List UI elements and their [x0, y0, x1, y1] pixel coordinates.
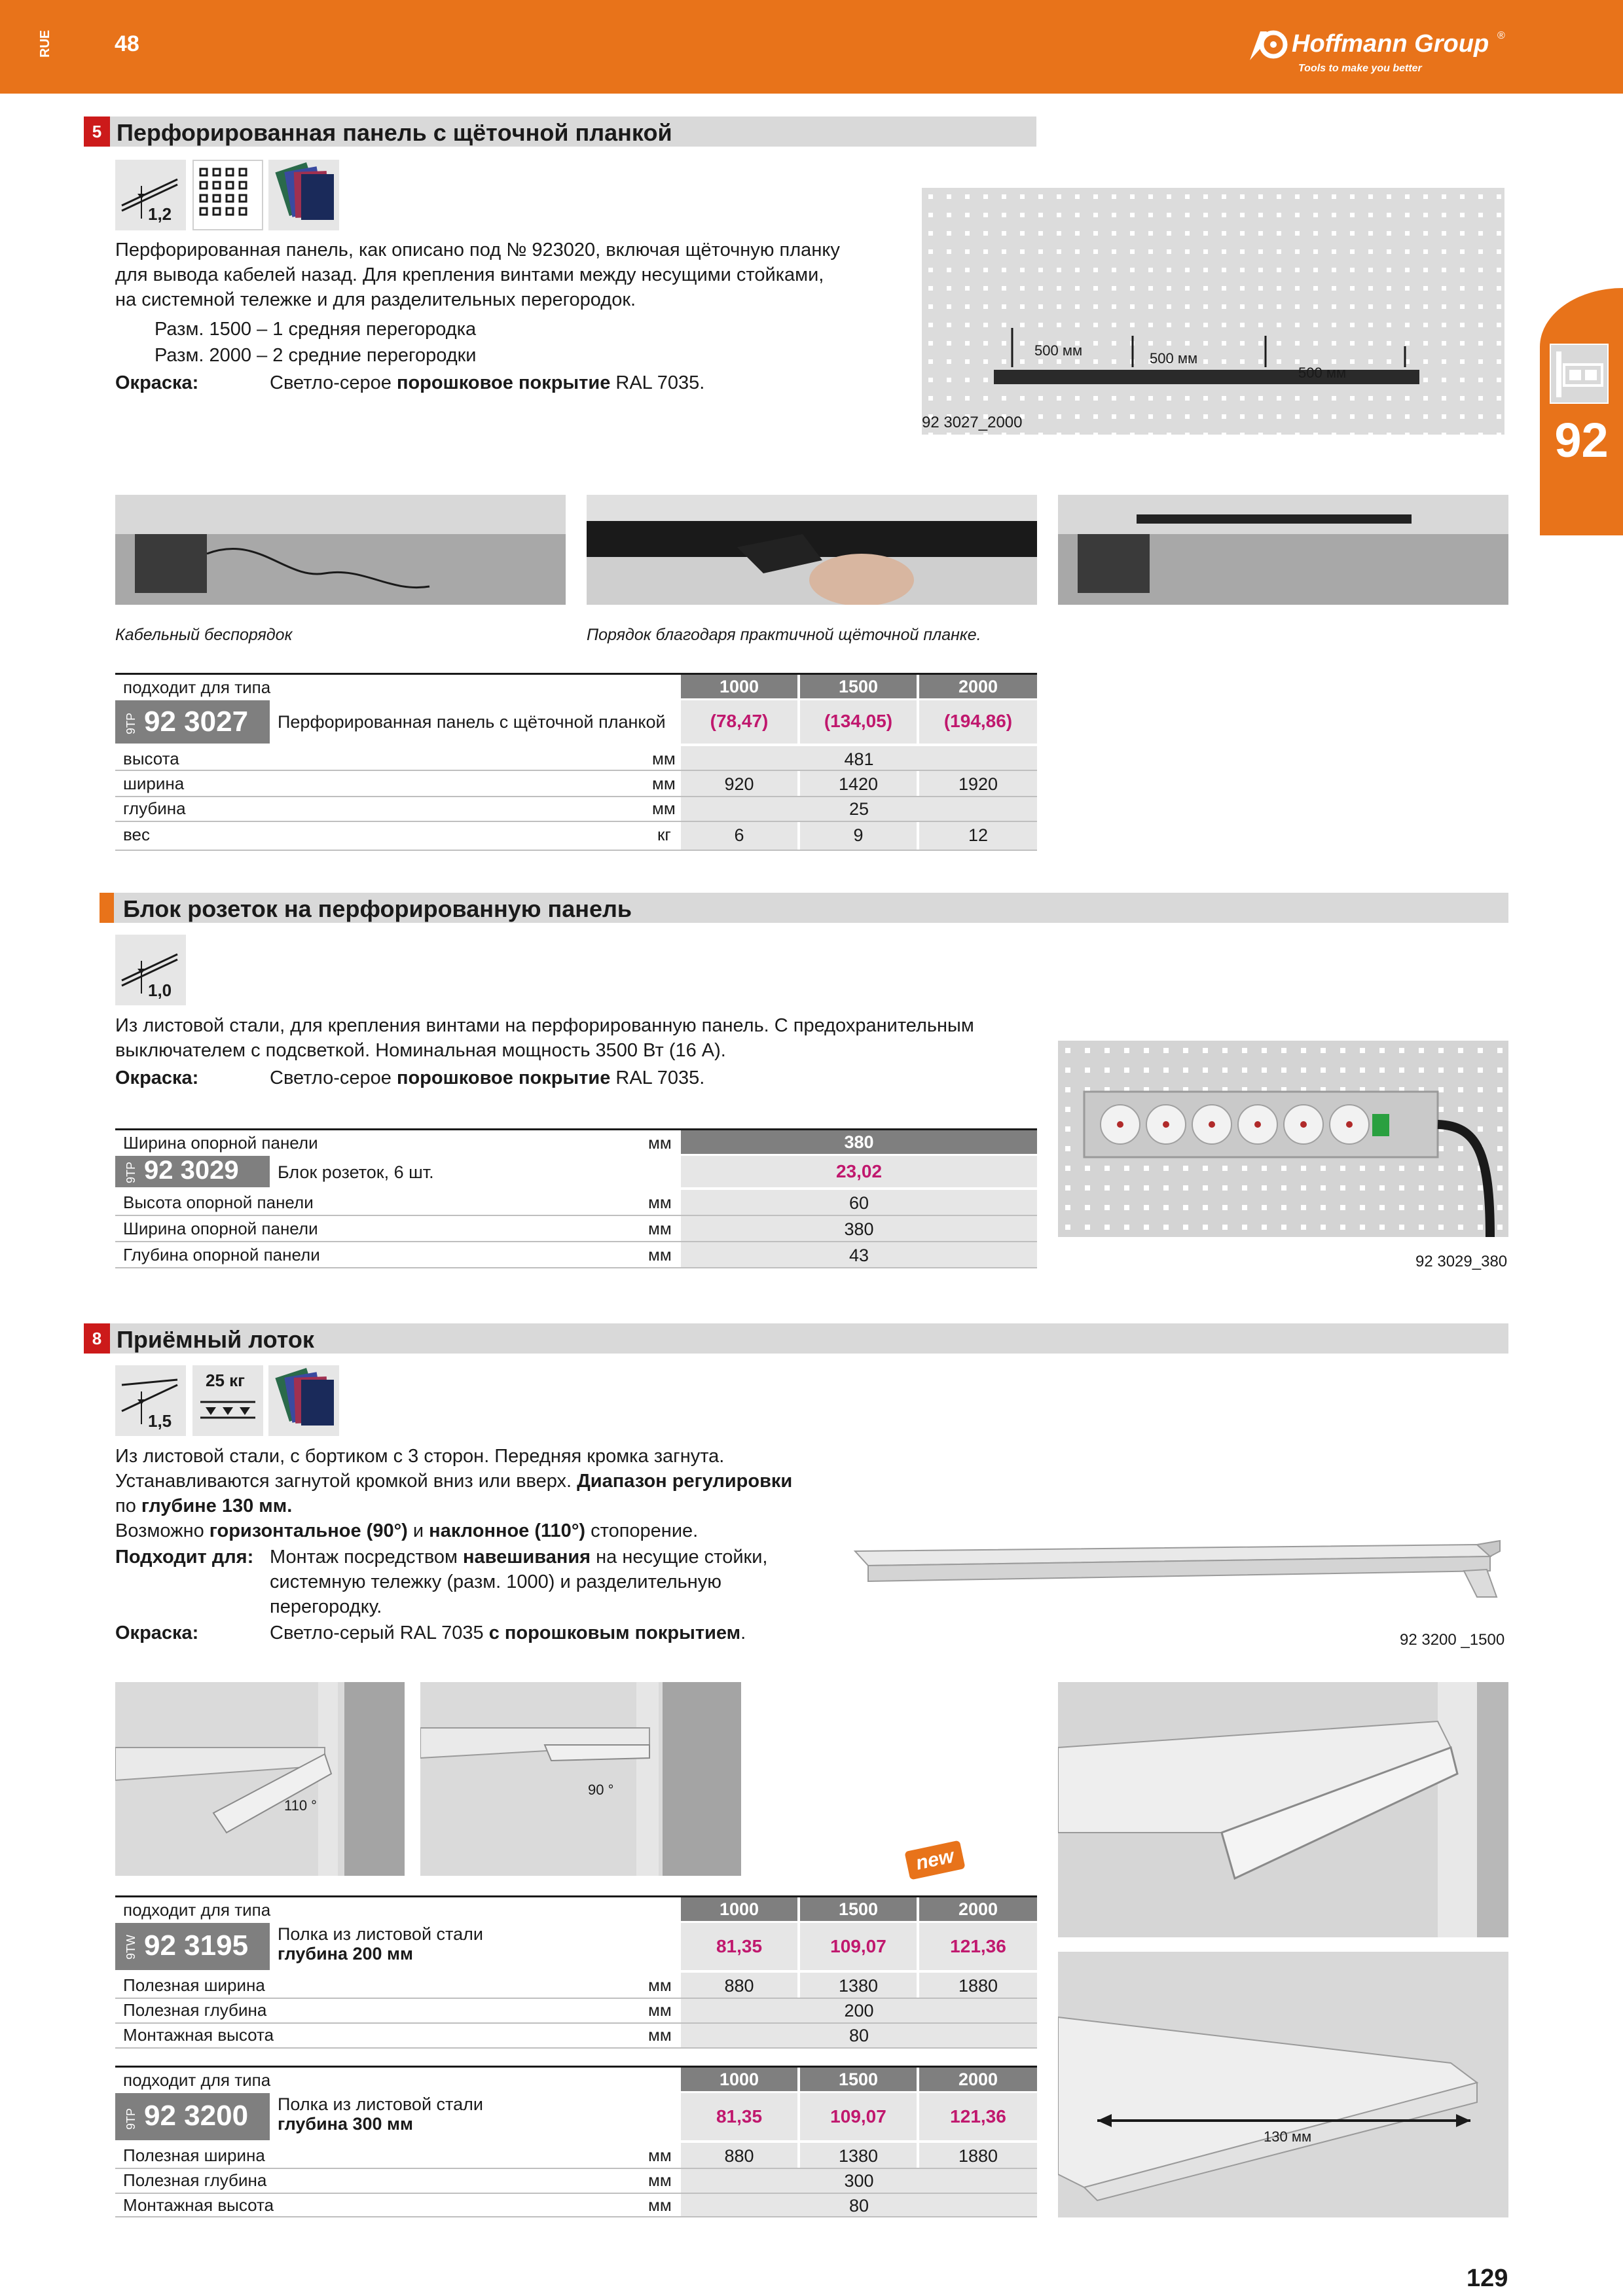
price-area [681, 700, 1037, 744]
color-swatches-icon [268, 1365, 339, 1436]
col-header: 1000 [681, 675, 797, 698]
spec-table-923027 [115, 673, 1037, 852]
paint-line [115, 1066, 705, 1090]
socket-block-image [1058, 1041, 1508, 1237]
spec-unit: мм [648, 1975, 672, 1995]
section-title: Перфорированная панель с щётoчной планкой [117, 119, 672, 146]
thickness-value: 1,5 [148, 1411, 172, 1431]
perforated-panel-image [922, 188, 1504, 435]
size-value: 1 средняя перегородка [272, 319, 477, 340]
shelf-mounted-photo [1058, 1682, 1508, 1937]
size-notes [155, 317, 477, 368]
spec-value: 300 [844, 2171, 874, 2191]
image-code: 92 3200 _1500 [1400, 1631, 1505, 1649]
col-header: 1500 [800, 675, 917, 698]
spec-unit: мм [648, 2145, 672, 2165]
size-label: Разм. 1500 – [155, 319, 268, 340]
description-line: выключателем с подсветкой. Номинальная мощность 3500 Вт (16 A). [115, 1040, 726, 1061]
spec-name: Монтажная высота [123, 2025, 274, 2045]
col-header: 1500 [800, 1897, 917, 1921]
header-bar [0, 0, 1623, 94]
spec-value: 1880 [958, 1976, 998, 1996]
spec-value: 1380 [838, 1976, 879, 1996]
paint-bold: порошковое покрытие [396, 372, 611, 393]
spec-value: 6 [734, 825, 744, 845]
section-marker [100, 893, 114, 923]
section2-description [115, 1013, 974, 1063]
spec-value: 1920 [958, 774, 998, 794]
spec-name: Полезная глубина [123, 2170, 267, 2190]
spec-name: Полезная глубина [123, 2000, 267, 2020]
spec-value: 12 [968, 825, 989, 845]
price: 81,35 [716, 1936, 763, 1956]
chapter-tab[interactable] [1540, 288, 1623, 535]
angle-label: 110 ° [284, 1797, 317, 1814]
price: (134,05) [824, 711, 893, 731]
image-code: 92 3029_380 [1415, 1253, 1508, 1270]
fits-for: Подходит для: Монтаж посредством навешивания на несущие стойки, системную тележку (разм. 1000) и разделительную перегородку. [115, 1547, 768, 1617]
cable-mess-photo [115, 495, 566, 605]
price-area [681, 2093, 1037, 2140]
price-area [681, 1156, 1037, 1187]
color-swatches-icon [268, 160, 339, 230]
article-description: Полка из листовой стали глубина 300 мм [278, 2094, 483, 2134]
paint-label: Окраска: [115, 1623, 199, 1643]
spec-value: 481 [844, 749, 874, 769]
size-label: Разм. 2000 – [155, 345, 268, 366]
col-header: 1500 [800, 2068, 917, 2091]
new-badge: new [904, 1840, 965, 1880]
article-prefix: 9TP [124, 1161, 137, 1183]
col-header: 2000 [919, 2068, 1037, 2091]
brand-tagline: Tools to make you better [1298, 63, 1422, 74]
perforation-pattern-icon [192, 160, 263, 230]
spec-name: Ширина опорной панели [123, 1219, 318, 1238]
spec-name: Высота опорной панели [123, 1193, 314, 1212]
article-number[interactable]: 9TP 92 3027 [115, 700, 270, 744]
shelf-depth-photo [1058, 1952, 1508, 2217]
price: 121,36 [950, 1936, 1006, 1956]
price: 81,35 [716, 2106, 763, 2126]
section-heading-receiving-tray [84, 1323, 1508, 1354]
spec-name: ширина [123, 774, 185, 793]
paint-pre: Светло-серое [270, 372, 397, 393]
spec-table-923200 [115, 2066, 1037, 2217]
spec-value: 1380 [838, 2146, 879, 2166]
price: (194,86) [943, 711, 1013, 731]
trolley-shelf-icon [1550, 344, 1609, 404]
article-prefix: 9TP [124, 2108, 137, 2130]
description-line: Устанавливаются загнутой кромкой вниз или вверх. [115, 1471, 577, 1492]
article-description: Перфорированная панель с щёточной планкой [278, 712, 666, 732]
spec-unit: мм [652, 798, 676, 818]
paint-line [115, 1621, 746, 1645]
article-number[interactable]: 9TP 92 3200 [115, 2093, 270, 2140]
description-line: для вывода кабелей назад. Для крепления винтами между несущими стойками, [115, 264, 824, 285]
size-value: 2 средние перегородки [272, 345, 477, 366]
description-line: Перфорированная панель, как описано под № 923020, включая щёточную планку [115, 240, 840, 260]
dim-label: 500 мм [1034, 342, 1083, 359]
depth-label: 130 мм [1264, 2128, 1312, 2145]
paint-pre: Светло-серое [270, 1067, 397, 1088]
spec-value: 9 [853, 825, 864, 845]
col-header: 1000 [681, 1897, 797, 1921]
spec-name: высота [123, 749, 179, 768]
spec-value: 200 [844, 2001, 874, 2020]
spec-unit: мм [652, 774, 676, 793]
price: 23,02 [835, 1161, 883, 1181]
description-bold: глубине 130 мм. [141, 1496, 293, 1516]
spec-value: 880 [724, 2146, 754, 2166]
image-code: 92 3027_2000 [922, 414, 1023, 431]
section-badge: 8 [84, 1323, 110, 1354]
spec-name: Монтажная высота [123, 2195, 274, 2215]
material-thickness-icon [115, 1365, 186, 1436]
description-bold: Диапазон регулировки [577, 1471, 793, 1492]
spec-name: глубина [123, 798, 186, 818]
dim-label: 500 мм [1298, 365, 1347, 381]
section-title: Блок розеток на перфорированную панель [123, 895, 632, 922]
brand-logo[interactable] [1247, 26, 1509, 79]
spec-name: Полезная ширина [123, 1975, 265, 1995]
description-bold: горизонтальное (90°) [209, 1520, 408, 1541]
section-title: Приёмный лоток [117, 1326, 314, 1353]
load-capacity-icon [192, 1365, 263, 1436]
chapter-number: 92 [1554, 413, 1609, 467]
spec-value: 1880 [958, 2146, 998, 2166]
spec-table-923029 [115, 1128, 1037, 1270]
type-label: подходит для типа [123, 2070, 271, 2090]
col-header: 2000 [919, 675, 1037, 698]
description-line: Из листовой стали, с бортиком с 3 сторон. Передняя кромка загнута. [115, 1446, 725, 1467]
thickness-value: 1,0 [148, 980, 172, 1000]
spec-unit: мм [652, 749, 676, 768]
type-label: Ширина опорной панели [123, 1133, 318, 1153]
type-label: подходит для типа [123, 677, 271, 697]
description-bold: наклонное (110°) [429, 1520, 586, 1541]
paint-post: RAL 7035. [610, 1067, 705, 1088]
tray-product-image [848, 1525, 1508, 1610]
load-value: 25 кг [206, 1371, 245, 1390]
col-header: 380 [681, 1130, 1037, 1154]
section-heading-perforated-panel [84, 117, 1036, 147]
brush-strip-photo [587, 495, 1037, 605]
photo-caption: Кабельный беспорядок [115, 626, 293, 644]
paint-pre: Светло-серый RAL 7035 [270, 1623, 489, 1643]
spec-value: 920 [724, 774, 754, 794]
article-prefix: 9TW [124, 1935, 137, 1960]
tidy-cables-photo [1058, 495, 1508, 605]
spec-value: 1420 [838, 774, 879, 794]
spec-unit: мм [648, 2000, 672, 2020]
tray-90-degree-photo [420, 1682, 741, 1876]
section1-description [115, 238, 840, 312]
article-number[interactable]: 9TP 92 3029 [115, 1156, 270, 1187]
spec-unit: мм [648, 2170, 672, 2190]
spec-name: Полезная ширина [123, 2145, 265, 2165]
spec-value: 80 [848, 2196, 869, 2215]
paint-post: RAL 7035. [610, 372, 705, 393]
price: (78,47) [710, 711, 769, 731]
photo-caption: Порядок благодаря практичной щёточной планке. [587, 626, 981, 644]
type-unit: мм [648, 1133, 672, 1153]
paint-bold: порошковое покрытие [396, 1067, 611, 1088]
material-thickness-icon [115, 935, 186, 1005]
description-line: на системной тележке и для разделительных перегородок. [115, 289, 636, 310]
fits-label: Подходит для: [115, 1547, 254, 1568]
tray-110-degree-photo [115, 1682, 405, 1876]
spec-value: 380 [844, 1219, 874, 1239]
spec-unit: мм [648, 1193, 672, 1212]
spec-value: 43 [848, 1246, 869, 1265]
page-number: 129 [1467, 2265, 1508, 2292]
paint-post: . [740, 1623, 746, 1643]
catalog-page-number: 48 [115, 31, 139, 56]
price-area [681, 1923, 1037, 1970]
angle-label: 90 ° [588, 1782, 614, 1798]
paint-label: Окраска: [115, 1067, 199, 1088]
article-number[interactable]: 9TW 92 3195 [115, 1923, 270, 1970]
paint-line [115, 370, 705, 395]
spec-unit: мм [648, 2025, 672, 2045]
section-badge: 5 [84, 117, 110, 147]
registered-mark: ® [1497, 30, 1505, 41]
spec-name: Глубина опорной панели [123, 1245, 320, 1265]
spec-unit: мм [648, 1219, 672, 1238]
paint-bold: с порошковым покрытием [488, 1623, 741, 1643]
brand-name: Hoffmann Group [1292, 30, 1489, 58]
spec-unit: мм [648, 2195, 672, 2215]
col-header: 2000 [919, 1897, 1037, 1921]
dim-label: 500 мм [1150, 350, 1198, 367]
article-description: Блок розеток, 6 шт. [278, 1162, 434, 1182]
spec-unit: кг [657, 825, 671, 844]
spec-table-923195 [115, 1895, 1037, 2047]
hoffmann-logo-icon [1247, 27, 1290, 64]
paint-label: Окраска: [115, 372, 199, 393]
type-label: подходит для типа [123, 1900, 271, 1920]
spec-value: 25 [848, 799, 869, 819]
article-description: Полка из листовой стали глубина 200 мм [278, 1924, 483, 1964]
price: 121,36 [950, 2106, 1006, 2126]
col-header: 1000 [681, 2068, 797, 2091]
price: 109,07 [830, 1936, 886, 1956]
spec-value: 60 [848, 1193, 869, 1213]
thickness-value: 1,2 [148, 204, 172, 224]
language-code: RUE [38, 29, 52, 58]
spec-name: вес [123, 825, 150, 844]
section3-description: Из листовой стали, с бортиком с 3 сторон. Передняя кромка загнута. Устанавливаются загнутой кромкой вниз или вверх. Диапазон регулировки по глубине 130 мм. Возможно горизонтальное (90°) и наклонное (110°) стопорение. [115, 1446, 793, 1541]
material-thickness-icon [115, 160, 186, 230]
article-prefix: 9TP [124, 712, 137, 734]
description-line: Из листовой стали, для крепления винтами на перфорированную панель. С предохранительным [115, 1015, 974, 1036]
description-line: Возможно [115, 1520, 210, 1541]
section-heading-socket-block [100, 893, 1508, 923]
spec-value: 80 [848, 2026, 869, 2045]
description-line: по [115, 1496, 141, 1516]
spec-unit: мм [648, 1245, 672, 1265]
spec-value: 880 [724, 1976, 754, 1996]
price: 109,07 [830, 2106, 886, 2126]
